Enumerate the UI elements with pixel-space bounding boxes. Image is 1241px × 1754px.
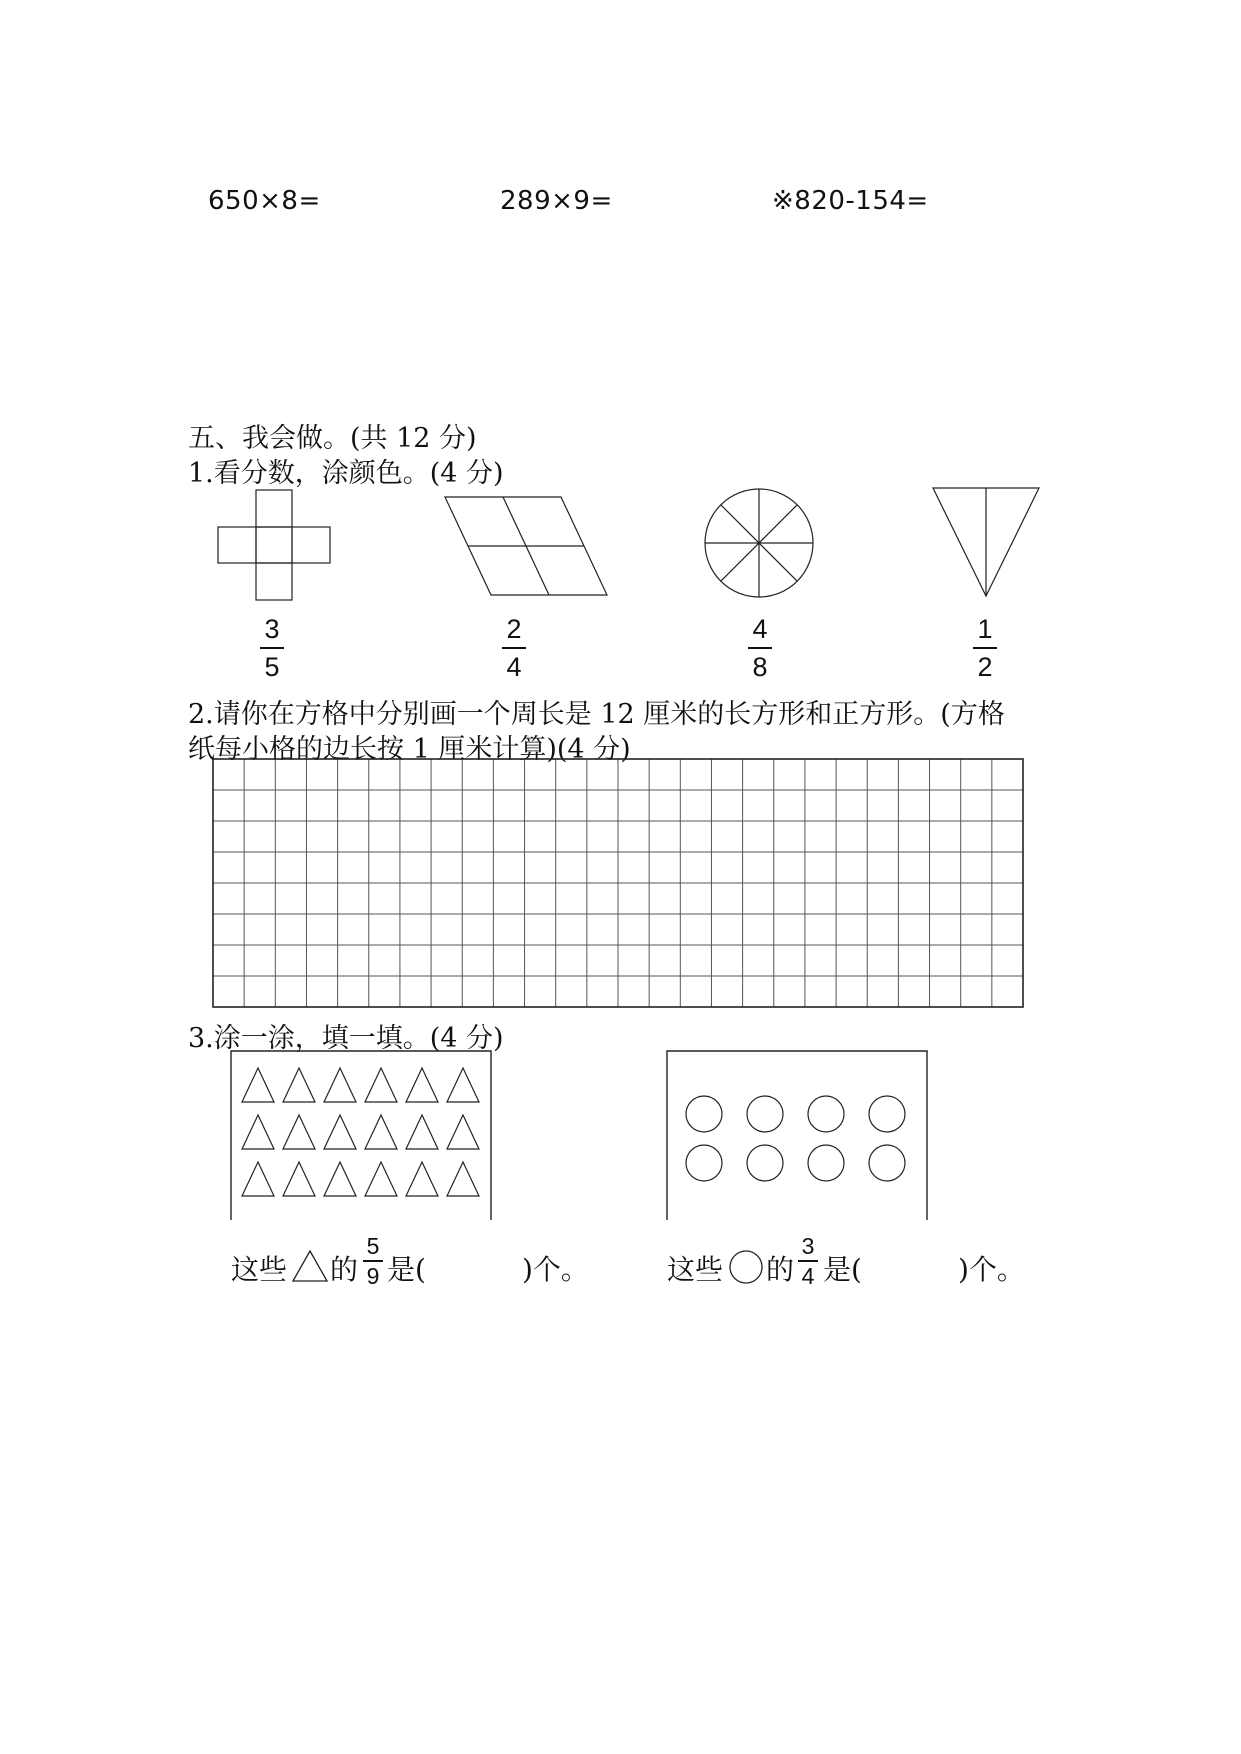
circle-icon xyxy=(747,1096,783,1132)
triangle-icon xyxy=(447,1162,479,1196)
fraction-3-4 xyxy=(793,1234,823,1288)
circle-shape xyxy=(703,487,815,599)
box-border xyxy=(231,1051,491,1220)
q2-line2: 纸每小格的边长按 1 厘米计算)(4 分) xyxy=(188,734,631,765)
fraction-bar xyxy=(363,1260,383,1262)
triangle-icon xyxy=(324,1162,356,1196)
triangle-icon xyxy=(365,1162,397,1196)
triangle-icon xyxy=(447,1068,479,1102)
q1-title: 1.看分数，涂颜色。(4 分) xyxy=(188,458,504,489)
parallelogram-shape xyxy=(445,497,610,597)
fraction-numerator: 5 xyxy=(366,1233,380,1259)
fraction-numerator: 2 xyxy=(506,614,522,644)
circle-icon xyxy=(686,1145,722,1181)
drawing-grid[interactable] xyxy=(212,758,1024,1008)
q3-title: 3.涂一涂，填一填。(4 分) xyxy=(188,1023,504,1054)
circle-icon xyxy=(869,1096,905,1132)
calc-820-154: ※820-154= xyxy=(772,186,929,216)
triangle-icon xyxy=(283,1162,315,1196)
circle-icon xyxy=(686,1096,722,1132)
triangle-icon xyxy=(292,1250,328,1282)
right-fill-of: 的 xyxy=(766,1253,795,1286)
triangle-icon xyxy=(324,1115,356,1149)
triangle-icon xyxy=(406,1162,438,1196)
circle-icon xyxy=(808,1145,844,1181)
triangle-shape xyxy=(933,488,1039,598)
left-fill-suffix: )个。 xyxy=(522,1253,589,1286)
fraction-denominator: 8 xyxy=(752,652,768,682)
triangle-icon xyxy=(406,1068,438,1102)
fraction-bar xyxy=(973,647,997,649)
fraction-denominator: 4 xyxy=(506,652,522,682)
circle-icon xyxy=(728,1249,764,1285)
fraction-numerator: 3 xyxy=(264,614,280,644)
fraction-bar xyxy=(502,647,526,649)
fraction-1-2 xyxy=(965,614,1005,682)
triangle-icon xyxy=(283,1115,315,1149)
triangle-icon xyxy=(447,1115,479,1149)
fraction-numerator: 3 xyxy=(801,1233,815,1259)
fraction-denominator: 9 xyxy=(366,1262,380,1289)
triangle-icon xyxy=(242,1115,274,1149)
fraction-2-4 xyxy=(494,614,534,682)
fraction-bar xyxy=(748,647,772,649)
fraction-4-8 xyxy=(740,614,780,682)
cross-shape xyxy=(218,490,330,600)
circle-icon xyxy=(808,1096,844,1132)
circle-icon xyxy=(747,1145,783,1181)
fraction-bar xyxy=(260,647,284,649)
triangle-icon xyxy=(242,1162,274,1196)
calc-650x8: 650×8= xyxy=(208,186,321,216)
right-fill-is: 是( xyxy=(823,1253,862,1286)
box-border xyxy=(667,1051,927,1220)
fraction-bar xyxy=(798,1260,818,1262)
triangle-icon xyxy=(283,1068,315,1102)
fraction-5-9 xyxy=(358,1234,388,1288)
fraction-denominator: 5 xyxy=(264,652,280,682)
triangle-icon xyxy=(242,1068,274,1102)
fraction-numerator: 1 xyxy=(977,614,993,644)
triangles-box xyxy=(230,1050,492,1221)
left-fill-of: 的 xyxy=(330,1253,359,1286)
q2-line1: 2.请你在方格中分别画一个周长是 12 厘米的长方形和正方形。(方格 xyxy=(188,699,1005,730)
right-fill-suffix: )个。 xyxy=(958,1253,1025,1286)
section-title: 五、我会做。(共 12 分) xyxy=(188,423,477,454)
triangle-icon xyxy=(406,1115,438,1149)
fraction-denominator: 4 xyxy=(801,1262,815,1289)
fraction-numerator: 4 xyxy=(752,614,768,644)
fraction-3-5 xyxy=(252,614,292,682)
circle-icon xyxy=(869,1145,905,1181)
triangle-icon xyxy=(365,1068,397,1102)
circles-box xyxy=(666,1050,928,1221)
left-fill-prefix: 这些 xyxy=(231,1253,288,1286)
calc-289x9: 289×9= xyxy=(500,186,613,216)
triangle-icon xyxy=(365,1115,397,1149)
right-fill-prefix: 这些 xyxy=(667,1253,724,1286)
fraction-denominator: 2 xyxy=(977,652,993,682)
triangle-icon xyxy=(324,1068,356,1102)
left-fill-is: 是( xyxy=(387,1253,426,1286)
